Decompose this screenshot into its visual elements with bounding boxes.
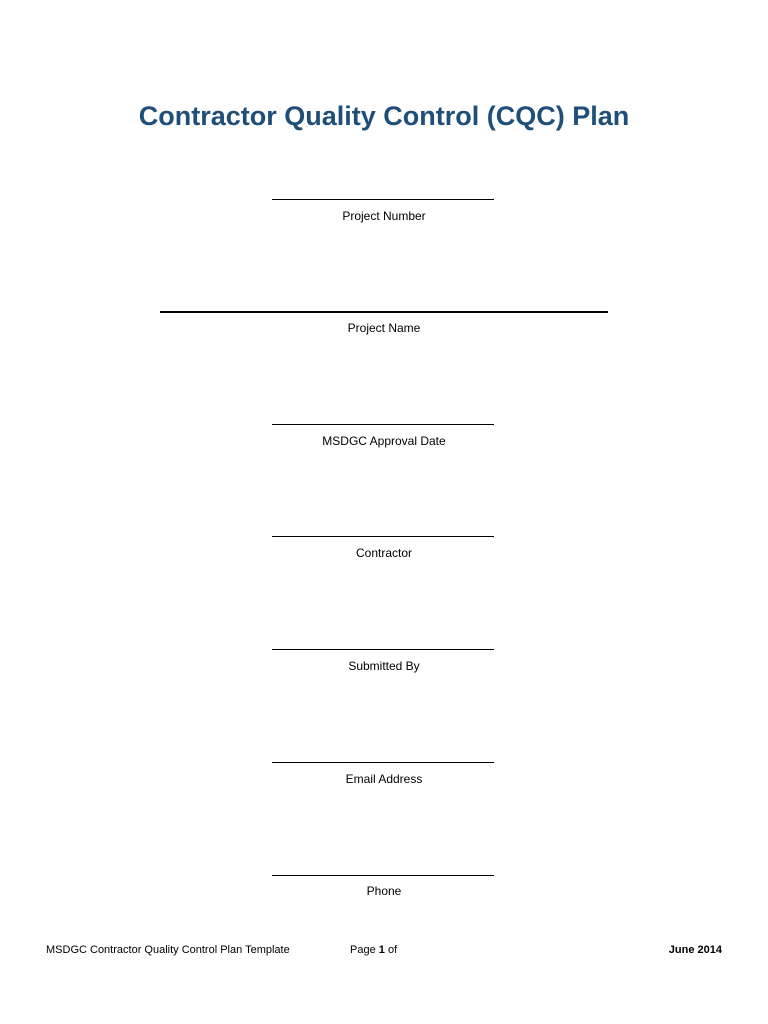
- page-footer: [0, 942, 768, 958]
- footer-page-prefix: Page: [350, 944, 376, 956]
- phone-label: Phone: [366, 884, 402, 898]
- project-name-label: Project Name: [347, 321, 421, 335]
- approval-date-blank-line: [272, 424, 494, 425]
- project-name-blank-line: [160, 311, 608, 313]
- submitted-by-blank-line: [272, 649, 494, 650]
- footer-page-number: 1: [378, 944, 385, 956]
- contractor-label: Contractor: [355, 546, 413, 560]
- project-number-label: Project Number: [342, 209, 426, 223]
- document-title: Contractor Quality Control (CQC) Plan: [138, 101, 630, 131]
- footer-page-indicator: [350, 942, 397, 958]
- approval-date-label: MSDGC Approval Date: [322, 434, 446, 448]
- submitted-by-label: Submitted By: [348, 659, 420, 673]
- email-address-label: Email Address: [345, 772, 423, 786]
- footer-page-suffix: of: [387, 944, 398, 956]
- footer-template-name: MSDGC Contractor Quality Control Plan Template: [46, 944, 290, 956]
- email-address-blank-line: [272, 762, 494, 763]
- phone-blank-line: [272, 875, 494, 876]
- contractor-blank-line: [272, 536, 494, 537]
- project-number-blank-line: [272, 199, 494, 200]
- footer-date: June 2014: [668, 944, 722, 956]
